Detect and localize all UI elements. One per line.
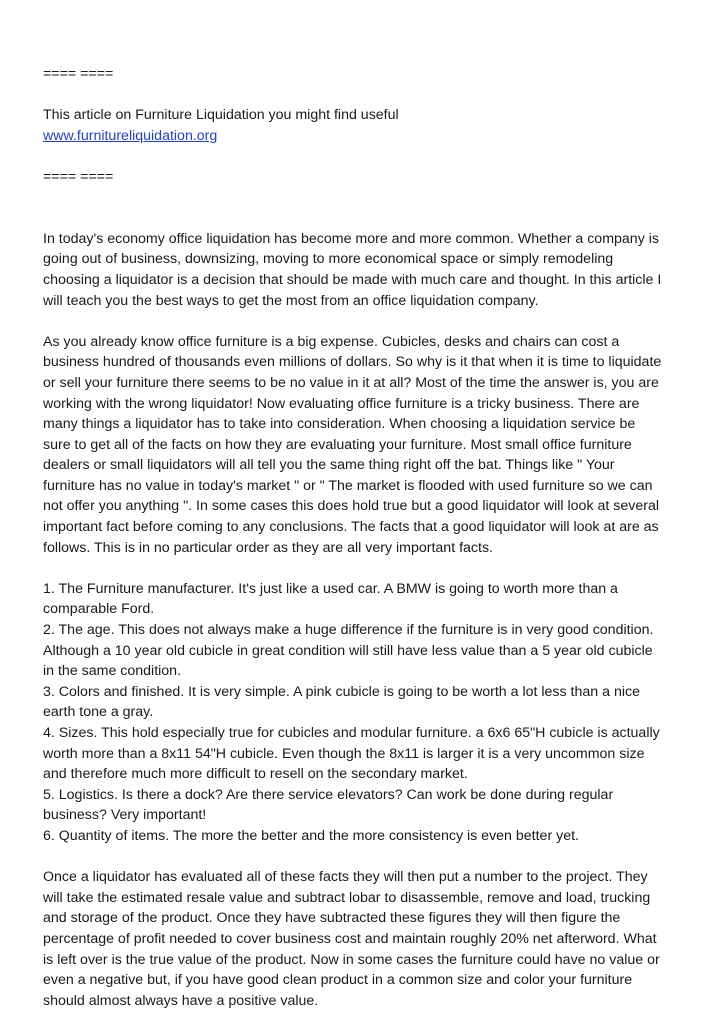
spacer — [43, 208, 688, 229]
text-line: should almost always have a positive value. — [43, 992, 319, 1009]
text-line: As you already know office furniture is a big expense. Cubicles, desks and chairs can cost a — [43, 333, 620, 350]
text-line: not offer you anything ". In some cases this does hold true but a good liquidator will look at several — [43, 498, 659, 515]
spacer — [43, 85, 688, 106]
text-line: percentage of profit needed to cover business cost and maintain roughly 20% net afterword. What — [43, 930, 657, 947]
list-item: 4. Sizes. This hold especially true for cubicles and modular furniture. a 6x6 65"H cubicle is actually — [43, 725, 660, 741]
separator-top: ==== ==== — [43, 66, 114, 82]
text-line: sure to get all of the facts on how they are evaluating your furniture. Most small office furniture — [43, 436, 632, 453]
text-line: furniture has no value in today's market " or " The market is flooded with used furniture so we can — [43, 477, 653, 494]
separator-bottom: ==== ==== — [43, 168, 114, 185]
spacer — [43, 146, 688, 167]
spacer — [43, 558, 688, 579]
text-line: going out of business, downsizing, moving to more economical space or simply remodeling — [43, 251, 614, 268]
list-item: 2. The age. This does not always make a huge difference if the furniture is in very good condition. — [43, 622, 654, 639]
list-item: 5. Logistics. Is there a dock? Are there service elevators? Can work be done during regular — [43, 786, 614, 803]
spacer — [43, 847, 688, 868]
facts-list — [43, 579, 688, 847]
paragraph-evaluation — [43, 867, 688, 1011]
list-item: Although a 10 year old cubicle in great condition will still have less value than a 5 year old cubicle — [43, 642, 653, 659]
list-item: in the same condition. — [43, 663, 182, 680]
list-item: 6. Quantity of items. The more the better and the more consistency is even better yet. — [43, 827, 579, 844]
intro-line: This article on Furniture Liquidation you might find useful — [43, 107, 399, 124]
text-line: many things a liquidator has to take into consideration. When choosing a liquidation service be — [43, 416, 636, 433]
text-line: working with the wrong liquidator! Now evaluating office furniture is a tricky business. There are — [43, 395, 640, 412]
text-line: In today's economy office liquidation has become more and more common. Whether a company is — [43, 230, 659, 247]
spacer — [43, 311, 688, 332]
text-line: important fact before coming to any conclusions. The facts that a good liquidator will look at are as — [43, 519, 659, 536]
text-line: even a negative but, if you have good clean product in a common size and color your furniture — [43, 972, 633, 989]
list-item: business? Very important! — [43, 807, 207, 824]
list-item: 1. The Furniture manufacturer. It's just like a used car. A BMW is going to worth more than a — [43, 580, 618, 597]
text-line: or sell your furniture there seems to be no value in it at all? Most of the time the answer is, you are — [43, 374, 659, 391]
list-item: worth more than a 8x11 54"H cubicle. Even though the 8x11 is larger it is a very uncommon size — [43, 745, 645, 762]
text-line: choosing a liquidator is a decision that should be made with much care and thought. In this article I — [43, 271, 662, 288]
text-line: will take the estimated resale value and subtract lobar to disassemble, remove and load, trucking — [43, 889, 651, 906]
text-line: follows. This is in no particular order as they are all very important facts. — [43, 539, 493, 556]
list-item: earth tone a gray. — [43, 704, 154, 721]
text-line: will teach you the best ways to get the most from an office liquidation company. — [43, 292, 539, 309]
list-item: 3. Colors and finished. It is very simple. A pink cubicle is going to be worth a lot less than a nice — [43, 683, 640, 700]
article-link[interactable]: www.furnitureliquidation.org — [43, 127, 218, 144]
text-line: business hundred of thousands even millions of dollars. So why is it that when it is time to liquidate — [43, 354, 662, 371]
paragraph-intro — [43, 229, 688, 311]
text-line: dealers or small liquidators will all tell you the same thing right off the bat. Things like " Your — [43, 457, 615, 474]
text-line: and storage of the product. Once they have subtracted these figures they will then figure the — [43, 910, 621, 927]
paragraph-expense — [43, 332, 688, 559]
text-line: is left over is the true value of the product. Now in some cases the furniture could have no value or — [43, 951, 660, 968]
spacer — [43, 188, 688, 209]
list-item: and therefore much more difficult to resell on the secondary market. — [43, 766, 468, 783]
text-line: Once a liquidator has evaluated all of these facts they will then put a number to the project. They — [43, 869, 648, 886]
list-item: comparable Ford. — [43, 601, 155, 618]
